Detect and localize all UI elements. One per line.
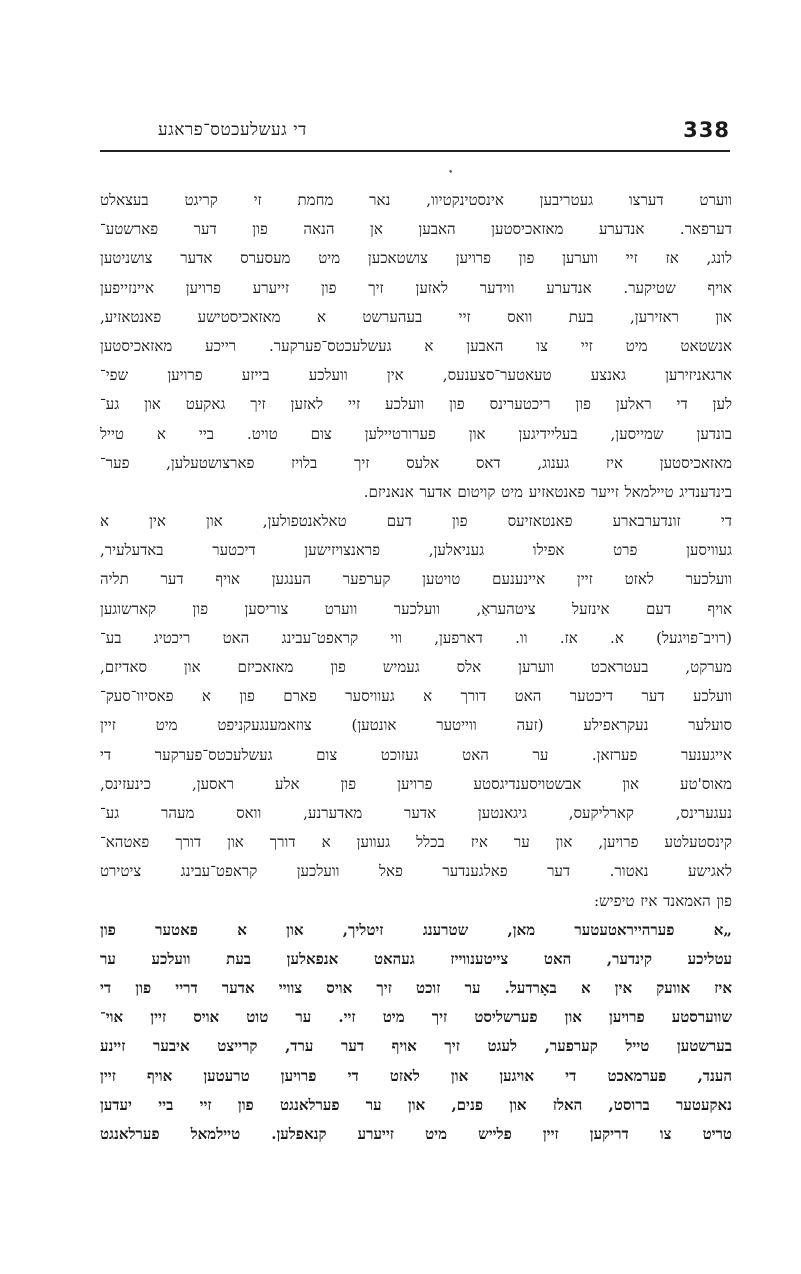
text-line: קינסטעלטע פרויען, און ער איז בכלל געווען א דורך און דורך פאטהא־	[100, 833, 732, 852]
text-line: לונג, אז זיי ווערען פון פרויען צושטאכען מיט מעסערס אדער צושניטען	[100, 249, 732, 268]
text-line: מאזאכיסטען איז גענוג, דאס אלעס זיך בלויז פארצושטעלען, פער־	[100, 453, 732, 472]
text-line: סועלער נעקראפילע (זעה ווייטער אונטען) צוזאמענגעקניפט מיט זיין	[100, 716, 732, 735]
text-line: איז אוועק אין א באָרדעל. ער זוכט זיך אויס צוויי אדער דריי פון די	[100, 979, 732, 998]
running-head	[100, 118, 730, 148]
text-line: בינדענדיג טיילמאל זייער פאנטאזיע מיט קויטום אדער אנאניזם.	[363, 482, 732, 501]
text-line: שווערסטע פרויען און פערשליסט זיך מיט זיי. ער טוט אויס זיין אוי־	[100, 1008, 732, 1027]
text-line: מאוס'טע און אבשטויסענדיגסטע פרויען פון אלע ראסען, כינעזינס,	[100, 774, 732, 793]
text-line: בונדען שמייסען, בעליידיגען און פערורטיילען צום טויט. ביי א טייל	[100, 424, 732, 443]
text-line: ווערט דערצו געטריבען אינסטינקטיוו, נאר מחמת זי קריגט בעצאלט	[100, 191, 732, 209]
running-title: די געשלעכטס־פראגע	[158, 120, 307, 140]
text-line: דערפאר. אנדערע מאזאכיסטען האבען אן הנאה פון דער פארשטע־	[100, 220, 732, 239]
text-line: פון האמאנד איז טיפיש:	[593, 891, 732, 910]
text-line: אייגענער פערזאן. ער האט געזוכט צום געשלעכטס־פערקער די	[100, 745, 732, 764]
text-line: און ראזירען, בעת וואס זיי בעהערשט א מאזאכיסטישע פאנטאזיע,	[100, 307, 732, 326]
text-line: „א פערהייראטעטער מאן, שטרענג זיטליך, און א פאטער פון	[100, 920, 732, 939]
body-text	[100, 186, 732, 1149]
text-line: וועלכע דער דיכטער האט דורך א געוויסער פארם פון א פאסיוו־סעק־	[100, 687, 732, 706]
text-line: טריט צו דריקען זיין פלייש מיט זייערע קנאפלען. טיילמאל פערלאנגט	[100, 1125, 732, 1143]
text-line: געוויסען פרט אפילו געניאלען, פראנצויזישען דיכטער באדעלעיר,	[100, 541, 732, 560]
text-line: עטליכע קינדער, האט צייטענווייז געהאט אנפאלען בעת וועלכע ער	[100, 949, 732, 968]
text-line: ארגאניזירען גאנצע טעאטער־סצענעס, אין וועלכע בייזע פרויען שפי־	[100, 366, 732, 385]
text-line: בערשטען טייל קערפער, לעגט זיך אויף דער ערד, קרייצט איבער זיינע	[100, 1037, 732, 1056]
ornament-dot: •	[448, 168, 454, 178]
text-line: (רויב־פויגעל) א. אז. וו. דארפען, ווי קראפט־עבינג האט ריכטיג בע־	[100, 628, 732, 647]
text-line: אויף דעם אינזעל ציטהעראַ, וועלכער ווערט צוריסען פון קארשוגען	[100, 599, 732, 618]
text-line: אויף שטיקער. אנדערע ווידער לאזען זיך פון זייערע פרויען איינזייפען	[100, 278, 732, 297]
header-rule	[100, 150, 730, 152]
text-line: די זונדערבארע פאנטאזיעס פון דעם טאלאנטפולען, און אין א	[100, 512, 732, 531]
text-line: מערקט, בעטראכט ווערען אלס געמיש פון מאזאכיזם און סאדיזם,	[100, 658, 732, 676]
text-line: נאקעטער ברוסט, האלז און פנים, און ער פערלאנגט פון זיי ביי יעדען	[100, 1095, 732, 1114]
text-line: לען די ראלען פון ריכטערינס פון וועלכע זיי לאזען זיך גאקעט און גע־	[100, 395, 732, 414]
text-line: לאגישע נאטור. דער פאלגענדער פאל וועלכען קראפט־עבינג ציטירט	[100, 862, 732, 881]
text-line: הענד, פערמאכט די אויגען און לאזט די פרויען טרעטען אויף זיין	[100, 1066, 732, 1085]
text-line: וועלכער לאזט זיין איינענעם טויטען קערפער הענגען אויף דער תליה	[100, 570, 732, 589]
page-number: 338	[683, 118, 730, 142]
text-line: נעגערינס, קארליקעס, גיגאנטען אדער מאדערנע, וואס מעהר גע־	[100, 803, 732, 822]
text-line: אנשטאט מיט זיי צו האבען א געשלעכטס־פערקער. רייכע מאזאכיסטען	[100, 336, 732, 355]
